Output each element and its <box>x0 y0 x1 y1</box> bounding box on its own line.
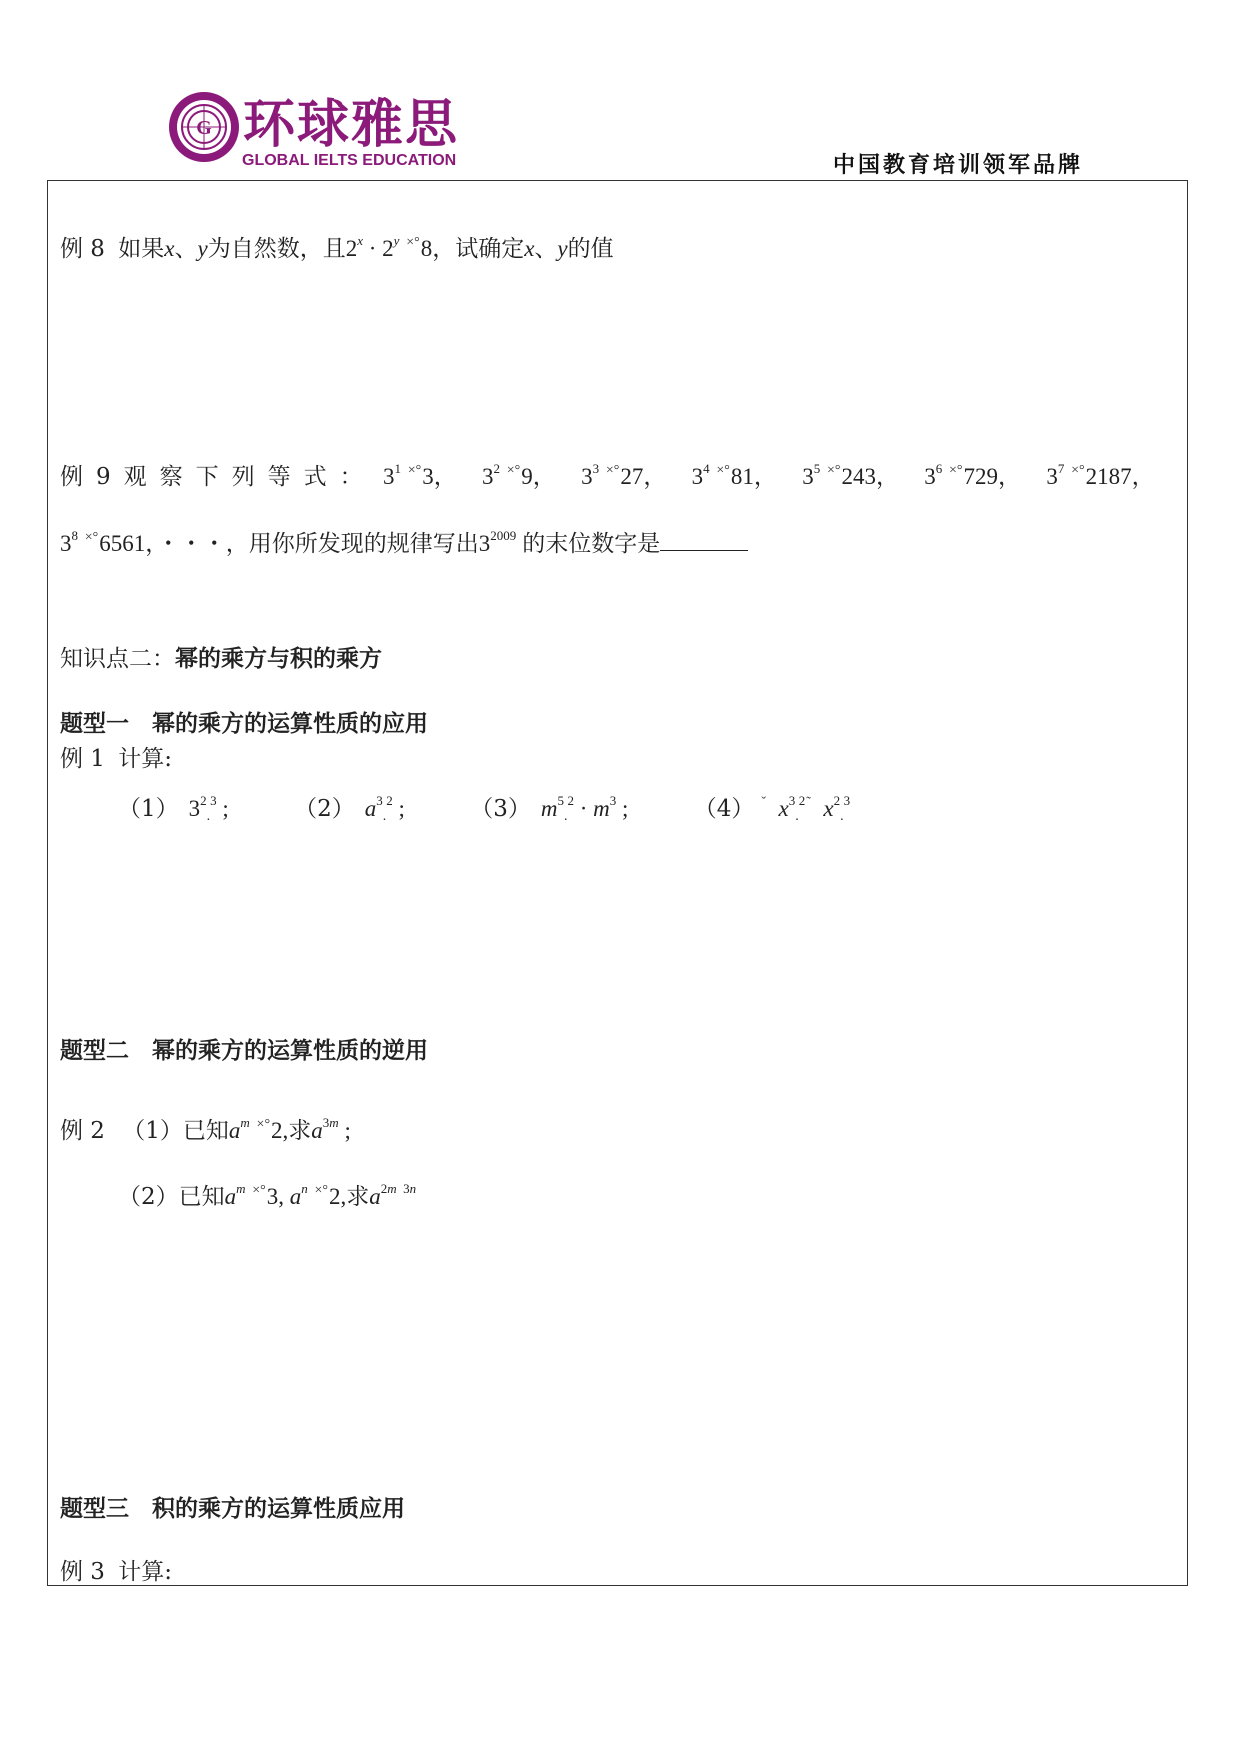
example-8-text-2: 为自然数，且 <box>207 236 346 262</box>
ellipsis: ，・・・， <box>145 531 249 557</box>
separator: 、 <box>174 236 198 262</box>
logo <box>167 88 460 170</box>
ask-text: 求 <box>346 1184 370 1210</box>
type-1-heading: 题型一 幂的乘方的运算性质的应用 <box>60 711 428 737</box>
base: 2 <box>345 236 358 261</box>
example-1-text: 计算: <box>118 746 173 772</box>
knowledge-point-2 <box>60 640 382 673</box>
example-3-text: 计算: <box>118 1559 173 1585</box>
ask-text: 求 <box>288 1118 312 1144</box>
example-9-char: 察 <box>159 464 183 490</box>
power-item: $3^2$ ×°9， <box>482 461 556 489</box>
content-frame <box>47 180 1188 1586</box>
example-3-label: 例 3 <box>60 1559 105 1585</box>
example-9-char: ： <box>339 464 363 490</box>
var-y: y <box>557 236 568 261</box>
problem-3: （3） $m^5.^2 \cdot m^3$ ; <box>470 793 629 824</box>
example-2-part-2: （2）已知$a^m$ ×°3, $a^n$ ×°2,求$a^{2m 3n}$ <box>118 1181 417 1210</box>
part-1-label: （1） <box>122 1118 183 1144</box>
example-9-char: 等 <box>267 464 291 490</box>
example-9-char: 例 <box>60 464 83 490</box>
example-9-line-2 <box>60 525 748 558</box>
exp-x: x <box>357 233 363 248</box>
logo-letter: G <box>196 117 212 139</box>
example-8-text-3: ，试确定 <box>432 236 525 262</box>
logo-english-name: GLOBAL IELTS EDUCATION <box>242 152 457 169</box>
known-text: 已知 <box>178 1184 225 1210</box>
example-1 <box>60 740 172 773</box>
var-x: x <box>524 236 535 261</box>
separator: 、 <box>534 236 558 262</box>
power-item: $3^6$ ×°729， <box>924 461 1022 489</box>
problem-1: （1） $3^2.^3$ ; <box>118 793 229 824</box>
example-9-text-1: 用你所发现的规律写出 <box>248 531 479 557</box>
example-9-char: 式 <box>303 464 327 490</box>
example-8-text-4: 的值 <box>567 236 614 262</box>
answer-blank[interactable] <box>660 530 748 551</box>
example-2-label: 例 2 <box>60 1118 105 1144</box>
power-item: $3^8$ ×°6561 <box>60 528 146 556</box>
rhs: 8 <box>420 236 433 261</box>
known-text: 已知 <box>182 1118 229 1144</box>
var-y: y <box>197 236 208 261</box>
power-item: $3^3$ ×°27， <box>581 461 667 489</box>
example-9-char: 9 <box>96 464 111 490</box>
example-8-label: 例 8 <box>60 236 105 262</box>
power-item: $3^1$ ×°3， <box>382 461 457 489</box>
type-3-heading: 题型三 积的乘方的运算性质应用 <box>60 1496 405 1522</box>
problem-2: （2） $a^3.^2$ ; <box>294 793 405 824</box>
example-9-char: 观 <box>123 464 147 490</box>
part-2-label: （2） <box>118 1184 179 1210</box>
example-1-problems <box>118 790 850 823</box>
type-2-heading: 题型二 幂的乘方的运算性质的逆用 <box>60 1038 428 1064</box>
example-8 <box>60 230 614 263</box>
example-1-label: 例 1 <box>60 746 105 772</box>
var-x: x <box>164 236 175 261</box>
example-3 <box>60 1553 172 1586</box>
example-9-char: 列 <box>231 464 255 490</box>
globe-emblem-icon <box>167 90 241 164</box>
example-9-text-2: 的末位数字是 <box>522 531 661 557</box>
example-9-char: 下 <box>195 464 219 490</box>
power-2009: $3^{2009}$ <box>478 528 517 556</box>
slogan: 中国教育培训领军品牌 <box>833 153 1084 178</box>
base: 2 <box>382 236 394 261</box>
knowledge-point-label: 知识点二： <box>60 646 175 672</box>
power-item: $3^4$ ×°81， <box>691 461 777 489</box>
problem-4: （4） $^ˇ$ $x^3.^{2˜}$ $x^2.^3$ <box>693 793 851 824</box>
knowledge-point-title: 幂的乘方与积的乘方 <box>175 646 382 672</box>
exp-y: y <box>393 233 400 248</box>
example-9-line-1 <box>60 458 1155 491</box>
power-item: $3^7$ ×°2187， <box>1046 461 1155 489</box>
equation: $2^x \cdot 2^y$ ×°8 <box>345 233 433 261</box>
power-item: $3^5$ ×°243， <box>802 461 899 489</box>
logo-chinese-name: 环球雅思 <box>243 95 460 155</box>
example-2-part-1: 例 2 （1）已知$a^m$ ×°2,求$a^{3m}$ ; <box>60 1115 351 1144</box>
example-8-text-1: 如果 <box>118 236 165 262</box>
